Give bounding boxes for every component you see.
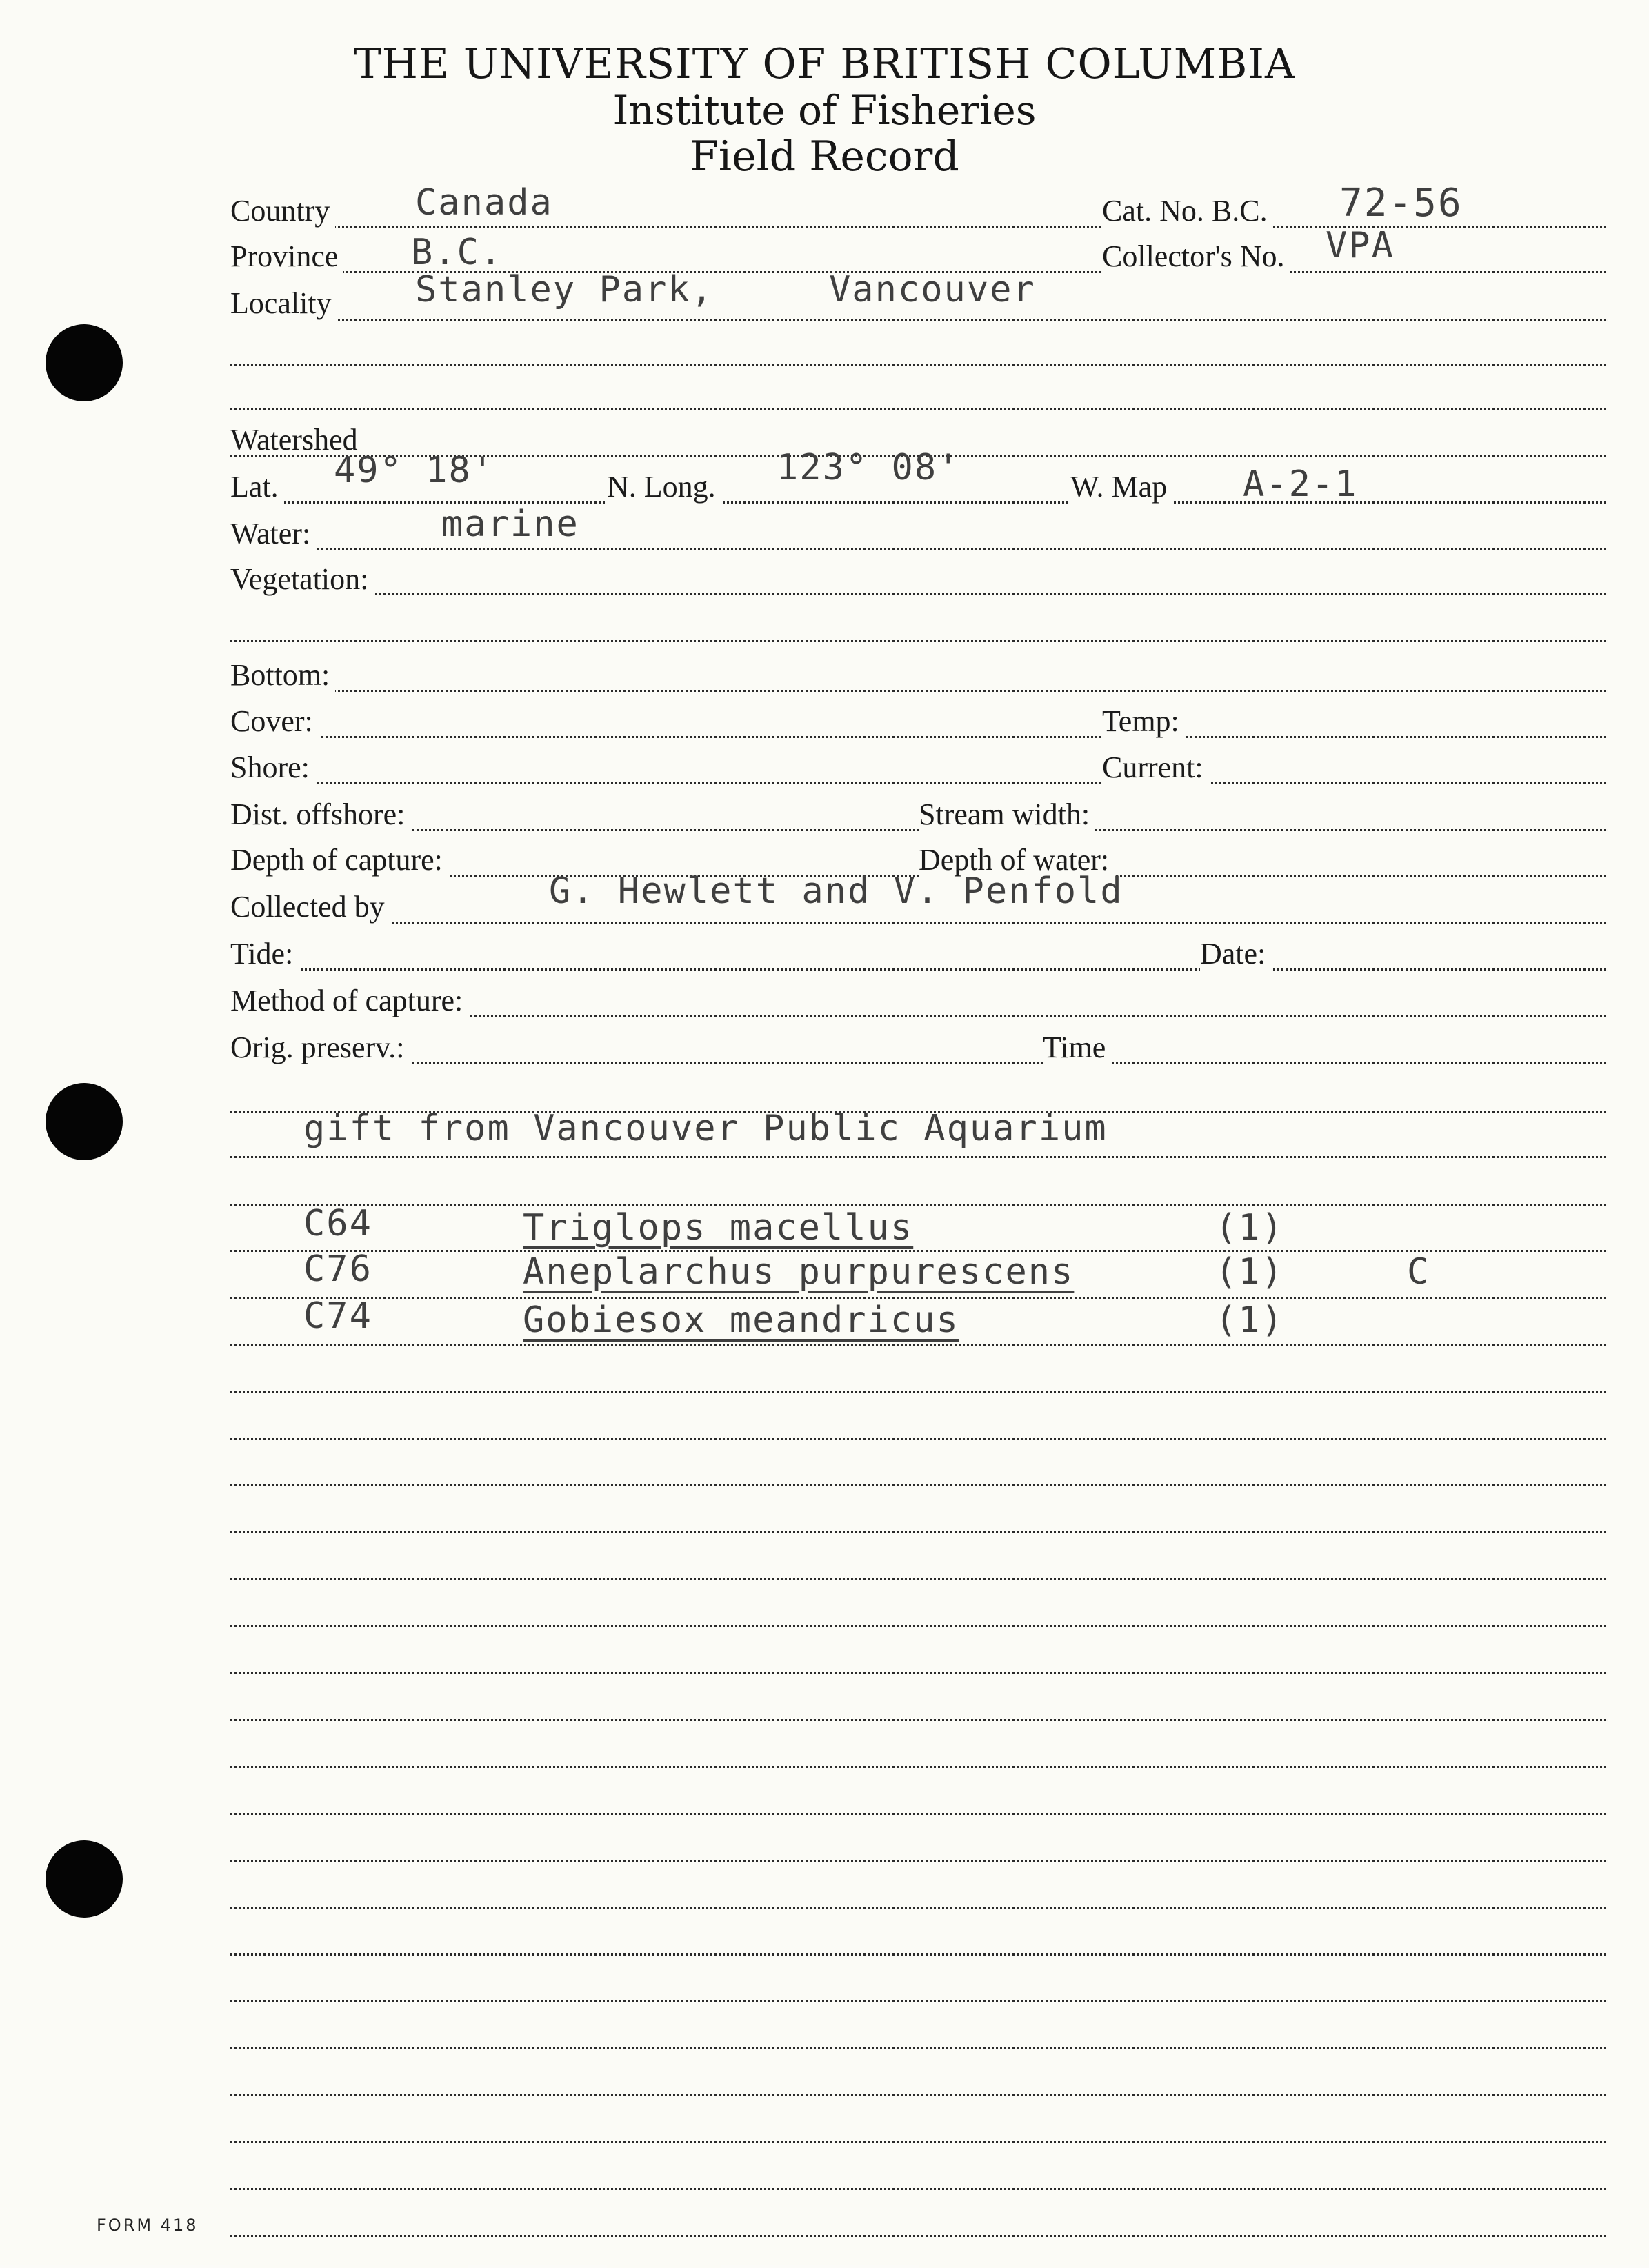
locality-value: Stanley Park, — [415, 269, 714, 310]
collectors-no-label: Collector's No. — [1102, 239, 1290, 2268]
form-line — [230, 1578, 1606, 1580]
collected-by-label: Collected by — [230, 889, 390, 2268]
form-line — [230, 1719, 1606, 1721]
province-label: Province — [230, 239, 343, 2268]
form-line — [230, 226, 1606, 228]
watershed-label: Watershed — [230, 423, 358, 457]
punch-hole — [46, 1840, 123, 1918]
form-line — [230, 782, 1606, 784]
method-label: Method of capture: — [230, 983, 468, 2268]
date-label: Date: — [1200, 936, 1271, 2268]
form-line — [230, 501, 1606, 504]
university-title: THE UNIVERSITY OF BRITISH COLUMBIA — [353, 40, 1296, 88]
tide-label: Tide: — [230, 936, 299, 2268]
form-line — [230, 690, 1606, 692]
punch-hole — [46, 1083, 123, 1160]
lat-value: 49° 18' — [334, 450, 495, 491]
form-line — [230, 364, 1606, 366]
form-line — [230, 2000, 1606, 2002]
gift-note: gift from Vancouver Public Aquarium — [303, 1108, 1108, 1149]
form-line — [230, 1438, 1606, 1440]
current-label: Current: — [1102, 750, 1209, 2268]
form-line — [230, 1156, 1606, 1158]
form-line — [230, 1907, 1606, 1909]
province-value: B.C. — [411, 232, 503, 273]
w-map-label: W. Map — [1070, 469, 1172, 2268]
form-line — [230, 2235, 1606, 2237]
collectors-no-value: VPA — [1326, 225, 1395, 266]
form-line — [230, 2047, 1606, 2049]
country-value: Canada — [415, 182, 553, 223]
specimen-mark: C — [1407, 1251, 1430, 1293]
specimen-count: (1) — [1215, 1300, 1284, 1341]
country-label: Country — [230, 193, 335, 2268]
specimen-count: (1) — [1215, 1251, 1284, 1293]
cover-label: Cover: — [230, 704, 319, 2268]
form-line — [230, 1391, 1606, 1393]
form-line — [230, 1625, 1606, 1627]
form-line — [230, 2141, 1606, 2143]
specimen-count: (1) — [1215, 1207, 1284, 1249]
form-line — [230, 968, 1606, 971]
form-line — [230, 1766, 1606, 1768]
form-line — [230, 736, 1606, 738]
bottom-label: Bottom: — [230, 657, 335, 2268]
specimen-name: Triglops macellus — [523, 1207, 914, 1249]
form-line — [230, 1813, 1606, 1815]
specimen-name: Aneplarchus purpurescens — [523, 1251, 1075, 1293]
form-line — [230, 922, 1606, 924]
stream-width-label: Stream width: — [919, 797, 1095, 2268]
locality-value-city: Vancouver — [829, 269, 1036, 310]
form-number: FORM 418 — [97, 2216, 199, 2235]
form-line — [230, 2094, 1606, 2096]
time-label: Time — [1043, 1030, 1111, 2268]
specimen-code: C76 — [303, 1249, 372, 1290]
long-value: 123° 08' — [777, 447, 961, 488]
form-line — [230, 1344, 1606, 1346]
map-value: A-2-1 — [1243, 464, 1358, 505]
form-line — [230, 408, 1606, 410]
form-line — [230, 548, 1606, 550]
shore-label: Shore: — [230, 750, 315, 2268]
temp-label: Temp: — [1102, 704, 1185, 2268]
orig-preserv-label: Orig. preserv.: — [230, 1030, 410, 2268]
form-line — [230, 1204, 1606, 1206]
specimen-code: C74 — [303, 1295, 372, 1337]
punch-hole — [46, 324, 123, 401]
institute-title: Institute of Fisheries — [612, 87, 1037, 134]
record-title: Field Record — [690, 132, 959, 181]
form-line — [230, 593, 1606, 595]
dist-offshore-label: Dist. offshore: — [230, 797, 410, 2268]
form-line — [230, 1062, 1606, 1064]
form-line — [230, 319, 1606, 321]
water-value: marine — [441, 504, 579, 545]
lat-label: Lat. — [230, 469, 284, 2268]
form-line — [230, 640, 1606, 642]
locality-label: Locality — [230, 286, 337, 2268]
vegetation-label: Vegetation: — [230, 561, 374, 2268]
depth-water-label: Depth of water: — [919, 842, 1115, 2268]
depth-capture-label: Depth of capture: — [230, 842, 448, 2268]
n-long-label: N. Long. — [607, 469, 721, 2268]
specimen-name: Gobiesox meandricus — [523, 1300, 959, 1341]
form-line — [230, 1860, 1606, 1862]
form-line — [230, 1953, 1606, 1956]
form-line — [230, 1297, 1606, 1299]
cat-no-label: Cat. No. B.C. — [1102, 193, 1273, 2268]
form-line — [230, 2188, 1606, 2190]
water-label: Water: — [230, 516, 316, 2268]
form-line — [230, 1484, 1606, 1486]
cat-no-value: 72-56 — [1339, 181, 1463, 226]
form-line — [230, 1672, 1606, 1674]
collected-by-value: G. Hewlett and V. Penfold — [549, 871, 1123, 912]
form-line — [230, 1531, 1606, 1533]
specimen-code: C64 — [303, 1203, 372, 1244]
